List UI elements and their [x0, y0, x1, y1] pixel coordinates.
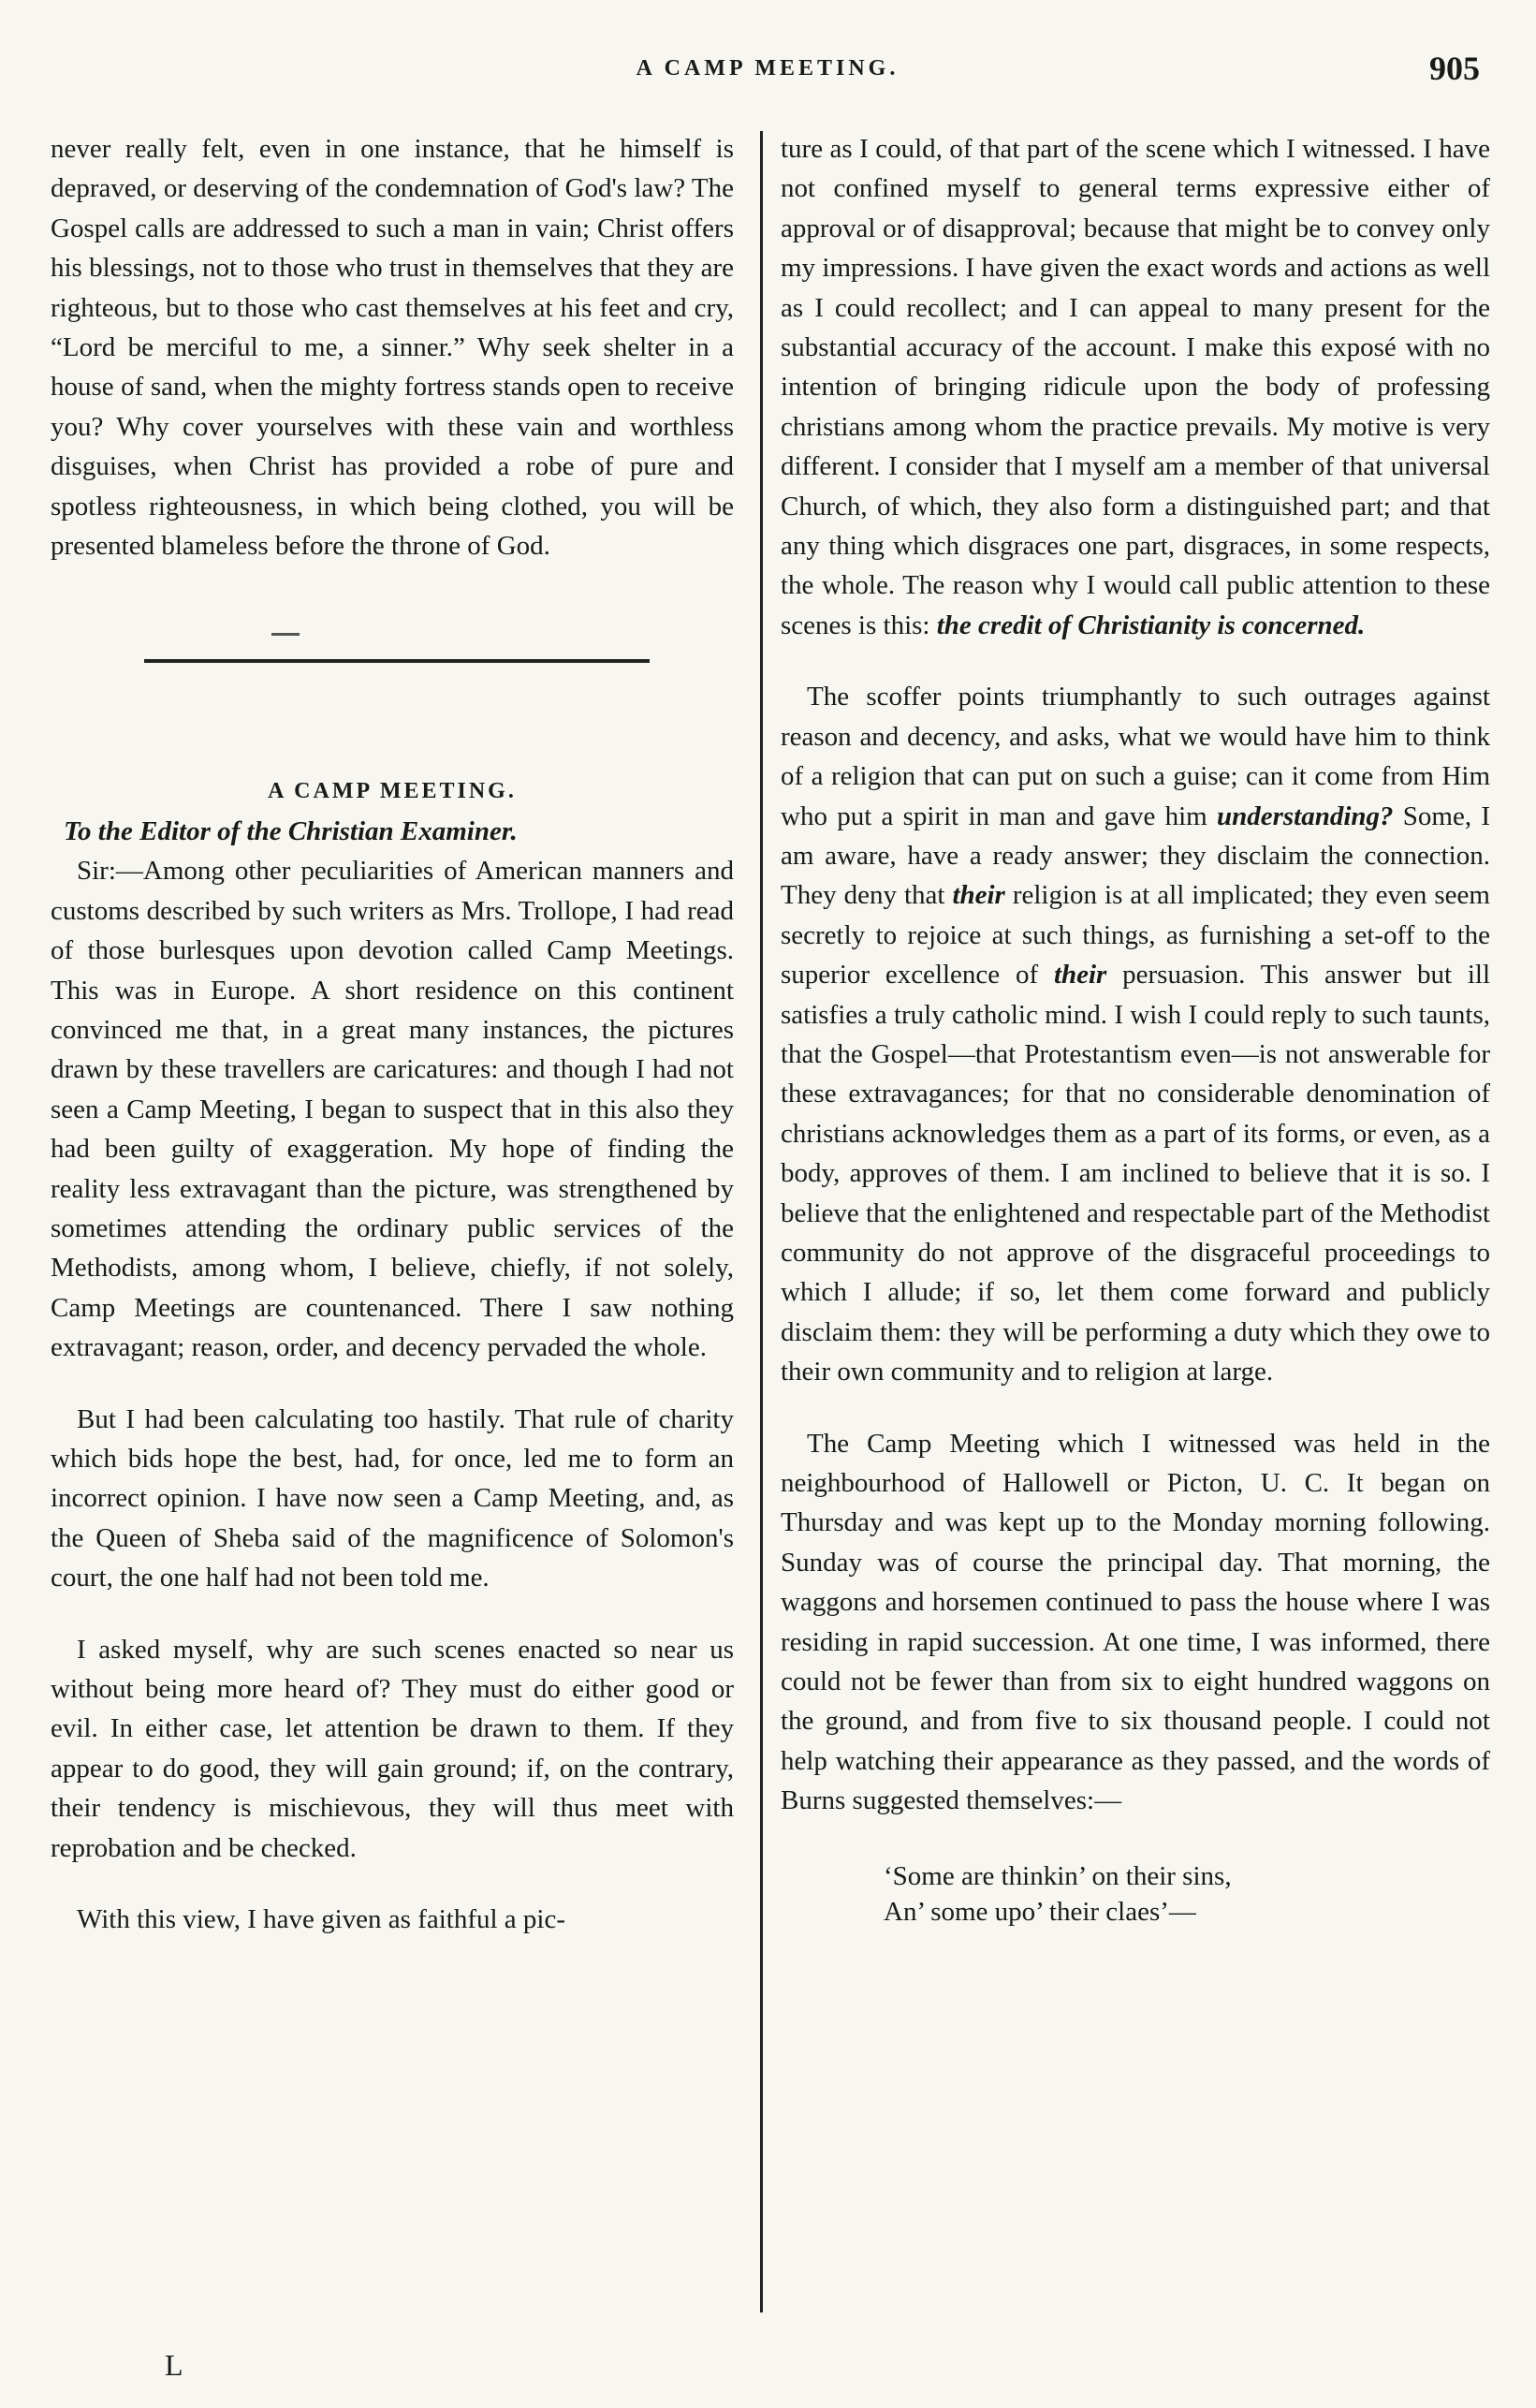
verse-line-1: ‘Some are thinkin’ on their sins, [884, 1860, 1232, 1891]
right-paragraph-1-emphasis: the credit of Christianity is concerned. [936, 609, 1366, 640]
ornament-dash [271, 633, 300, 636]
verse-line-2: An’ some upo’ their claes’— [884, 1896, 1196, 1927]
right-paragraph-1-text: ture as I could, of that part of the scene which I witnessed. I have not confined myself to general terms expressive either of approval or of disapproval; because that might be to convey only my impressions. I have given the exact words and actions as well as I could recollect; and I can appeal to many present for the substantial accuracy of the account. I make this exposé with no intention of bringing ridicule upon the body of professing christians among whom the practice prevails. My motive is very different. I consider that I myself am a member of that universal Church, of which, they also form a distinguished part; and that any thing which disgraces one part, disgraces, in some respects, the whole. The reason why I would call public attention to these scenes is this: [781, 134, 1490, 640]
right-paragraph-2-c: religion is at all implicated; they even seem secretly to rejoice at such things, as furnishing a set-off to the superior excellence of [781, 880, 1490, 991]
left-paragraph-3: But I had been calculating too hastily. That rule of charity which bids hope the best, had, for once, led me to form an incorrect opinion. I have now seen a Camp Meeting, and, as the Queen of Sheba said of the magnificence of Solomon's court, the one half had not been told me. [51, 1403, 734, 1593]
left-paragraph-5: With this view, I have given as faithful a pic- [77, 1904, 566, 1935]
right-paragraph-1 [781, 129, 1490, 645]
right-paragraph-2-em1: understanding? [1216, 800, 1394, 831]
right-paragraph-2 [781, 677, 1490, 1391]
right-paragraph-3: The Camp Meeting which I witnessed was held in the neighbourhood of Hallowell or Picton, U. C. It began on Thursday and was kept up to the Monday morning following. Sunday was of course the principal day. That morning, the waggons and horsemen continued to pass the house where I was residing in rapid succession. At one time, I was informed, there could not be fewer than from six to eight hundred waggons on the ground, and from five to six thousand people. I could not help watching their appearance as they passed, and the words of Burns suggested themselves:— [781, 1428, 1490, 1816]
left-column [51, 129, 734, 1939]
right-paragraph-2-b: Some, I am aware, have a ready answer; they disclaim the connection. They deny that [781, 800, 1490, 911]
article-heading: A CAMP MEETING. [268, 779, 517, 804]
left-paragraph-1: never really felt, even in one instance, that he himself is depraved, or deserving of the condemnation of God's law? The Gospel calls are addressed to such a man in vain; Christ offers his blessings, not to those who trust in themselves that they are righteous, but to those who cast themselves at his feet and cry, “Lord be merciful to me, a sinner.” Why seek shelter in a house of sand, when the mighty fortress stands open to receive you? Why cover yourselves with these vain and worthless disguises, when Christ has provided a robe of pure and spotless righteousness, in which being clothed, you will be presented blameless before the throne of God. [51, 134, 734, 562]
right-paragraph-2-a: The scoffer points triumphantly to such outrages against reason and decency, and asks, what we would have him to think of a religion that can put on such a guise; can it come from Him who put a spirit in man and gave him [781, 682, 1490, 831]
right-paragraph-2-d: persuasion. This answer but ill satisfies a truly catholic mind. I wish I could reply to such taunts, that the Gospel—that Protestantism even—is not answerable for these extravagances; for that no considerable denomination of christians acknowledges them as a part of its forms, or even, as a body, approves of them. I am inclined to believe that it is so. I believe that the enlightened and respectable part of the Methodist community do not approve of the disgraceful proceedings to which I allude; if so, let them come forward and publicly disclaim them: they will be performing a duty which they owe to their own community and to religion at large. [781, 960, 1491, 1388]
right-paragraph-2-em2: their [952, 880, 1005, 911]
section-ornament [51, 565, 734, 743]
right-paragraph-2-em3: their [1053, 960, 1107, 991]
section-rule [144, 659, 650, 663]
column-divider [760, 131, 763, 2313]
signature-mark: L [165, 2348, 183, 2382]
article-subheading: To the Editor of the Christian Examiner. [64, 815, 518, 846]
right-column [781, 129, 1490, 1930]
verse-quotation [884, 1858, 1490, 1930]
left-paragraph-4: I asked myself, why are such scenes enacted so near us without being more heard of? They must do either good or evil. In either case, let attention be drawn to them. If they appear to do good, they will gain ground; if, on the contrary, their tendency is mischievous, they will thus meet with reprobation and be checked. [51, 1634, 734, 1863]
running-title: A CAMP MEETING. [636, 56, 900, 81]
page-number: 905 [1429, 50, 1480, 87]
left-paragraph-2: Sir:—Among other peculiarities of American manners and customs described by such writers as Mrs. Trollope, I had read of those burlesques upon devotion called Camp Meetings. This was in Europe. A short residence on this continent convinced me that, in a great many instances, the pictures drawn by these travellers are caricatures: and though I had not seen a Camp Meeting, I began to suspect that in this also they had been guilty of exaggeration. My hope of finding the reality less extravagant than the picture, was strengthened by sometimes attending the ordinary public services of the Methodists, among whom, I believe, chiefly, if not solely, Camp Meetings are countenanced. There I saw nothing extravagant; reason, order, and decency pervaded the whole. [51, 856, 734, 1363]
